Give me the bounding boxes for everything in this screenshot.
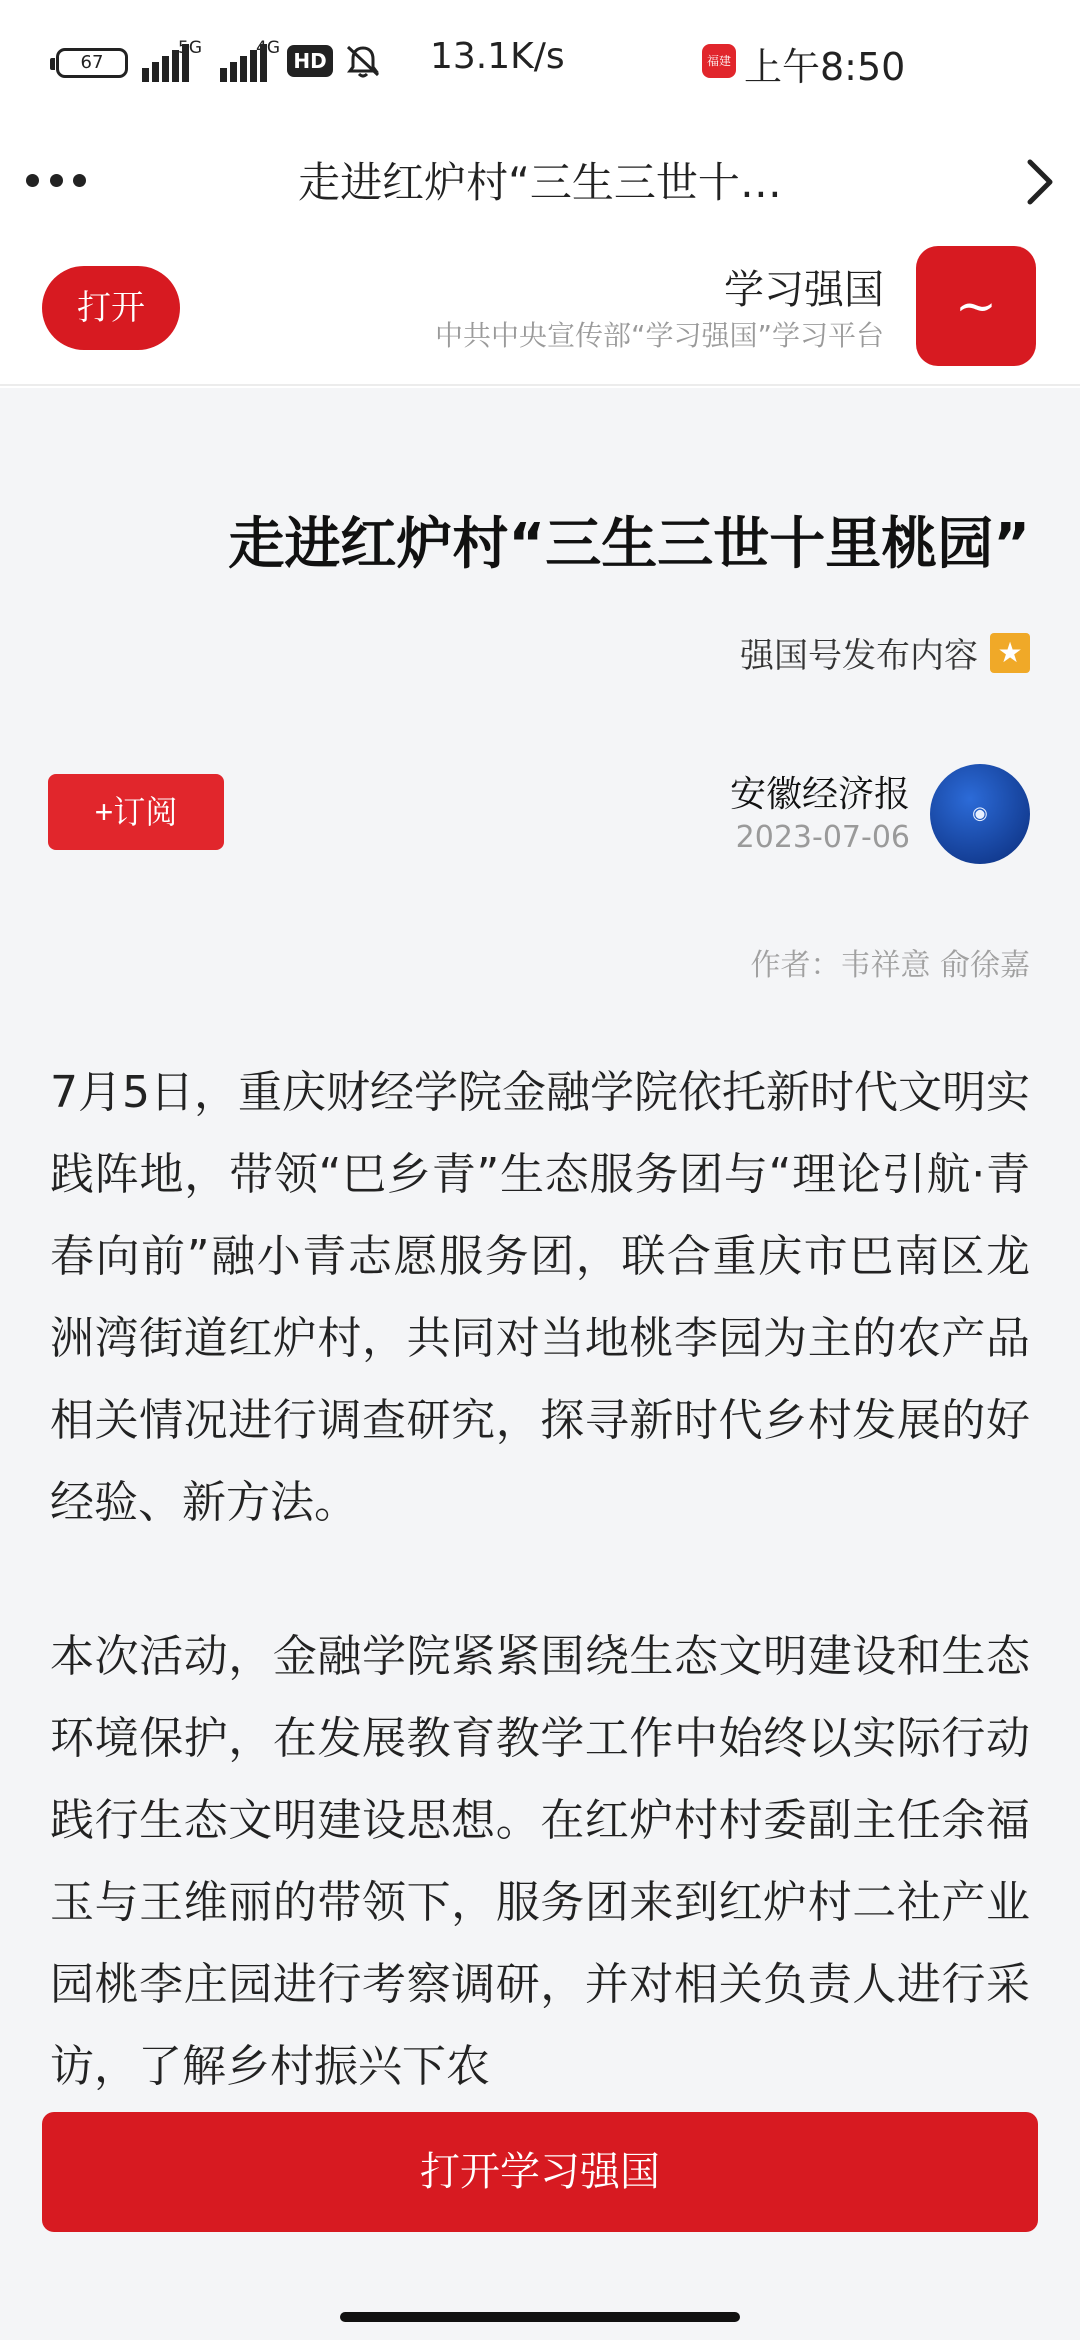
chevron-right-icon[interactable] [1020,154,1060,210]
battery-level: 67 [80,52,104,73]
network-5g-label: 5G [178,38,202,58]
nav-bar [0,120,1080,240]
article-paragraph: 7月5日，重庆财经学院金融学院依托新时代文明实践阵地，带领“巴乡青”生态服务团与“理论引航·青春向前”融小青志愿服务团，联合重庆市巴南区龙洲湾街道红炉村，共同对当地桃李园为主的农产品相关情况进行调查研究，探寻新时代乡村发展的好经验、新方法。 [50,1067,1030,1528]
source-tag-label: 强国号发布内容 [740,636,978,676]
publisher-name[interactable]: 安徽经济报 [729,774,910,815]
page-title: 走进红炉村“三生三世十… [298,158,782,207]
network-4g-label: 4G [256,38,280,58]
open-app-button[interactable]: 打开 [42,266,180,350]
app-description: 中共中央宣传部“学习强国”学习平台 [434,319,884,352]
article-paragraph: 本次活动，金融学院紧紧围绕生态文明建设和生态环境保护，在发展教育教学工作中始终以实际行动践行生态文明建设思想。在红炉村村委副主任余福玉与王维丽的带领下，服务团来到红炉村二社产业园桃李庄园进行考察调研，并对相关负责人进行采访，了解乡村振兴下农 [50,1631,1030,2092]
battery-icon [56,48,128,78]
article-headline: 走进红炉村“三生三世十里桃园” [228,512,1030,577]
app-name: 学习强国 [724,267,884,313]
hd-voice-icon: HD [287,45,333,77]
source-tag [740,628,1030,677]
app-logo-icon: ~ [916,246,1036,366]
home-indicator[interactable] [340,2312,740,2322]
article-byline: 作者：韦祥意 俞徐嘉 [750,948,1030,983]
star-badge-icon: ★ [990,633,1030,673]
signal-5g-icon [138,38,208,82]
article-content [0,388,1080,2340]
signal-4g-icon [216,38,286,82]
subscribe-button[interactable]: +订阅 [48,774,224,850]
carrier-badge-icon: 福建 [702,44,736,78]
publish-date: 2023-07-06 [735,820,910,855]
open-xuexi-button[interactable]: 打开学习强国 [42,2112,1038,2232]
status-bar [0,0,1080,120]
more-options-icon[interactable] [26,160,86,200]
network-speed: 13.1K/s [430,36,565,77]
app-download-banner [0,240,1080,386]
status-time: 上午8:50 [744,45,906,89]
mute-bell-icon [345,44,381,78]
publisher-avatar[interactable]: ◉ [930,764,1030,864]
